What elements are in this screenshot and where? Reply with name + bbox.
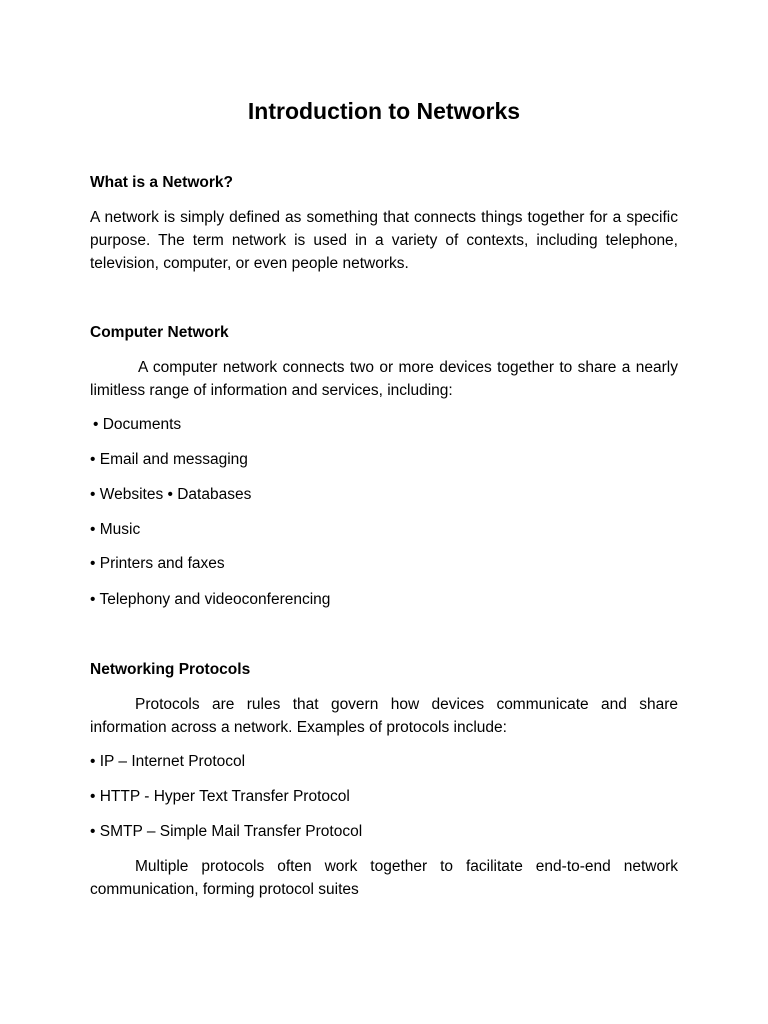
- list-item-http: • HTTP - Hyper Text Transfer Protocol: [90, 788, 350, 805]
- page-title: Introduction to Networks: [247, 98, 521, 124]
- section-heading-computer-network: Computer Network: [90, 324, 229, 341]
- list-item-telephony: • Telephony and videoconferencing: [90, 591, 331, 608]
- list-item-documents: • Documents: [93, 416, 182, 433]
- section-paragraph-protocols: Protocols are rules that govern how devices communicate and share information across a network. Examples of protocols include:: [90, 696, 678, 736]
- section-paragraph-network-definition: A network is simply defined as something that connects things together for a specific purpose. The term network is used in a variety of contexts, including telephone, television, computer, or even people networks.: [90, 209, 678, 272]
- list-item-websites-databases: • Websites • Databases: [90, 486, 252, 503]
- section-heading-what-is-network: What is a Network?: [90, 174, 233, 191]
- list-item-music: • Music: [90, 521, 141, 538]
- section-paragraph-protocol-suites: Multiple protocols often work together to facilitate end-to-end network communication, forming protocol suites: [90, 858, 678, 898]
- list-item-smtp: • SMTP – Simple Mail Transfer Protocol: [90, 823, 363, 840]
- list-item-printers: • Printers and faxes: [90, 555, 225, 572]
- list-item-ip: • IP – Internet Protocol: [90, 753, 246, 770]
- section-paragraph-computer-network: A computer network connects two or more devices together to share a nearly limitless range of information and services, including:: [90, 359, 678, 399]
- section-heading-networking-protocols: Networking Protocols: [90, 661, 251, 678]
- list-item-email: • Email and messaging: [90, 451, 248, 468]
